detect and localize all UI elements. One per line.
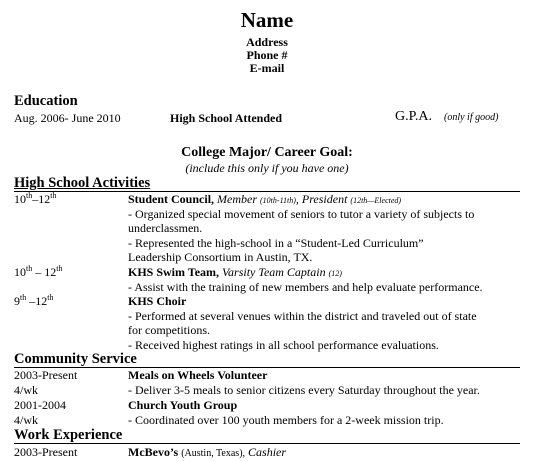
church-frequency: 4/wk xyxy=(14,413,38,427)
career-goal-heading: College Major/ Career Goal: xyxy=(181,145,353,160)
choir-title: KHS Choir xyxy=(128,294,187,308)
church-title: Church Youth Group xyxy=(128,398,238,412)
education-school: High School Attended xyxy=(170,111,283,125)
work-heading: Work Experience xyxy=(14,427,123,443)
council-bullet-1-cont: underclassmen. xyxy=(128,221,203,235)
meals-bullet-1: - Deliver 3-5 meals to senior citizens every Saturday throughout the year. xyxy=(128,383,480,397)
swim-title-line: KHS Swim Team, Varsity Team Captain (12) xyxy=(128,265,342,279)
gpa-label: G.P.A. xyxy=(395,109,432,124)
activities-heading: High School Activities xyxy=(14,175,151,191)
church-bullet-1: - Coordinated over 100 youth members for a 2-week mission trip. xyxy=(128,413,444,427)
council-bullet-2-cont: Leadership Consortium in Austin, TX. xyxy=(128,250,313,264)
meals-title: Meals on Wheels Volunteer xyxy=(128,368,268,382)
choir-grades: 9th –12th xyxy=(14,293,54,308)
choir-bullet-1: - Performed at several venues within the district and traveled out of state xyxy=(128,309,477,323)
work-dates: 2003-Present xyxy=(14,445,78,459)
choir-bullet-2: - Received highest ratings in all school performance evaluations. xyxy=(128,338,439,352)
email-line: E-mail xyxy=(249,61,285,75)
education-heading: Education xyxy=(14,93,78,109)
gpa-note: (only if good) xyxy=(444,112,499,123)
work-title-line: McBevo’s (Austin, Texas), Cashier xyxy=(128,445,287,459)
council-role: Member xyxy=(217,192,258,206)
swim-grades: 10th – 12th xyxy=(14,264,63,279)
council-bullet-2: - Represented the high-school in a “Student-Led Curriculum” xyxy=(128,236,424,250)
swim-title: KHS Swim Team, xyxy=(128,265,220,279)
address-line: Address xyxy=(246,35,288,49)
council-title-line: Student Council, Member (10th-11th), President (12th—Elected) xyxy=(128,192,402,206)
meals-frequency: 4/wk xyxy=(14,383,38,397)
council-grades: 10th–12th xyxy=(14,191,57,206)
swim-bullet-1: - Assist with the training of new members and help evaluate performance. xyxy=(128,280,483,294)
church-dates: 2001-2004 xyxy=(14,398,66,412)
work-position: Cashier xyxy=(248,445,287,459)
council-bullet-1: - Organized special movement of seniors to tutor a variety of subjects to xyxy=(128,207,475,221)
community-heading: Community Service xyxy=(14,351,137,367)
career-goal-note: (include this only if you have one) xyxy=(185,161,349,175)
resume-name: Name xyxy=(240,8,294,32)
education-dates: Aug. 2006- June 2010 xyxy=(14,111,121,125)
choir-bullet-1-cont: for competitions. xyxy=(128,323,210,337)
meals-dates: 2003-Present xyxy=(14,368,78,382)
council-title: Student Council, xyxy=(128,192,215,206)
work-employer: McBevo’s xyxy=(128,445,179,459)
phone-line: Phone # xyxy=(246,48,288,62)
section-divider xyxy=(14,443,520,444)
